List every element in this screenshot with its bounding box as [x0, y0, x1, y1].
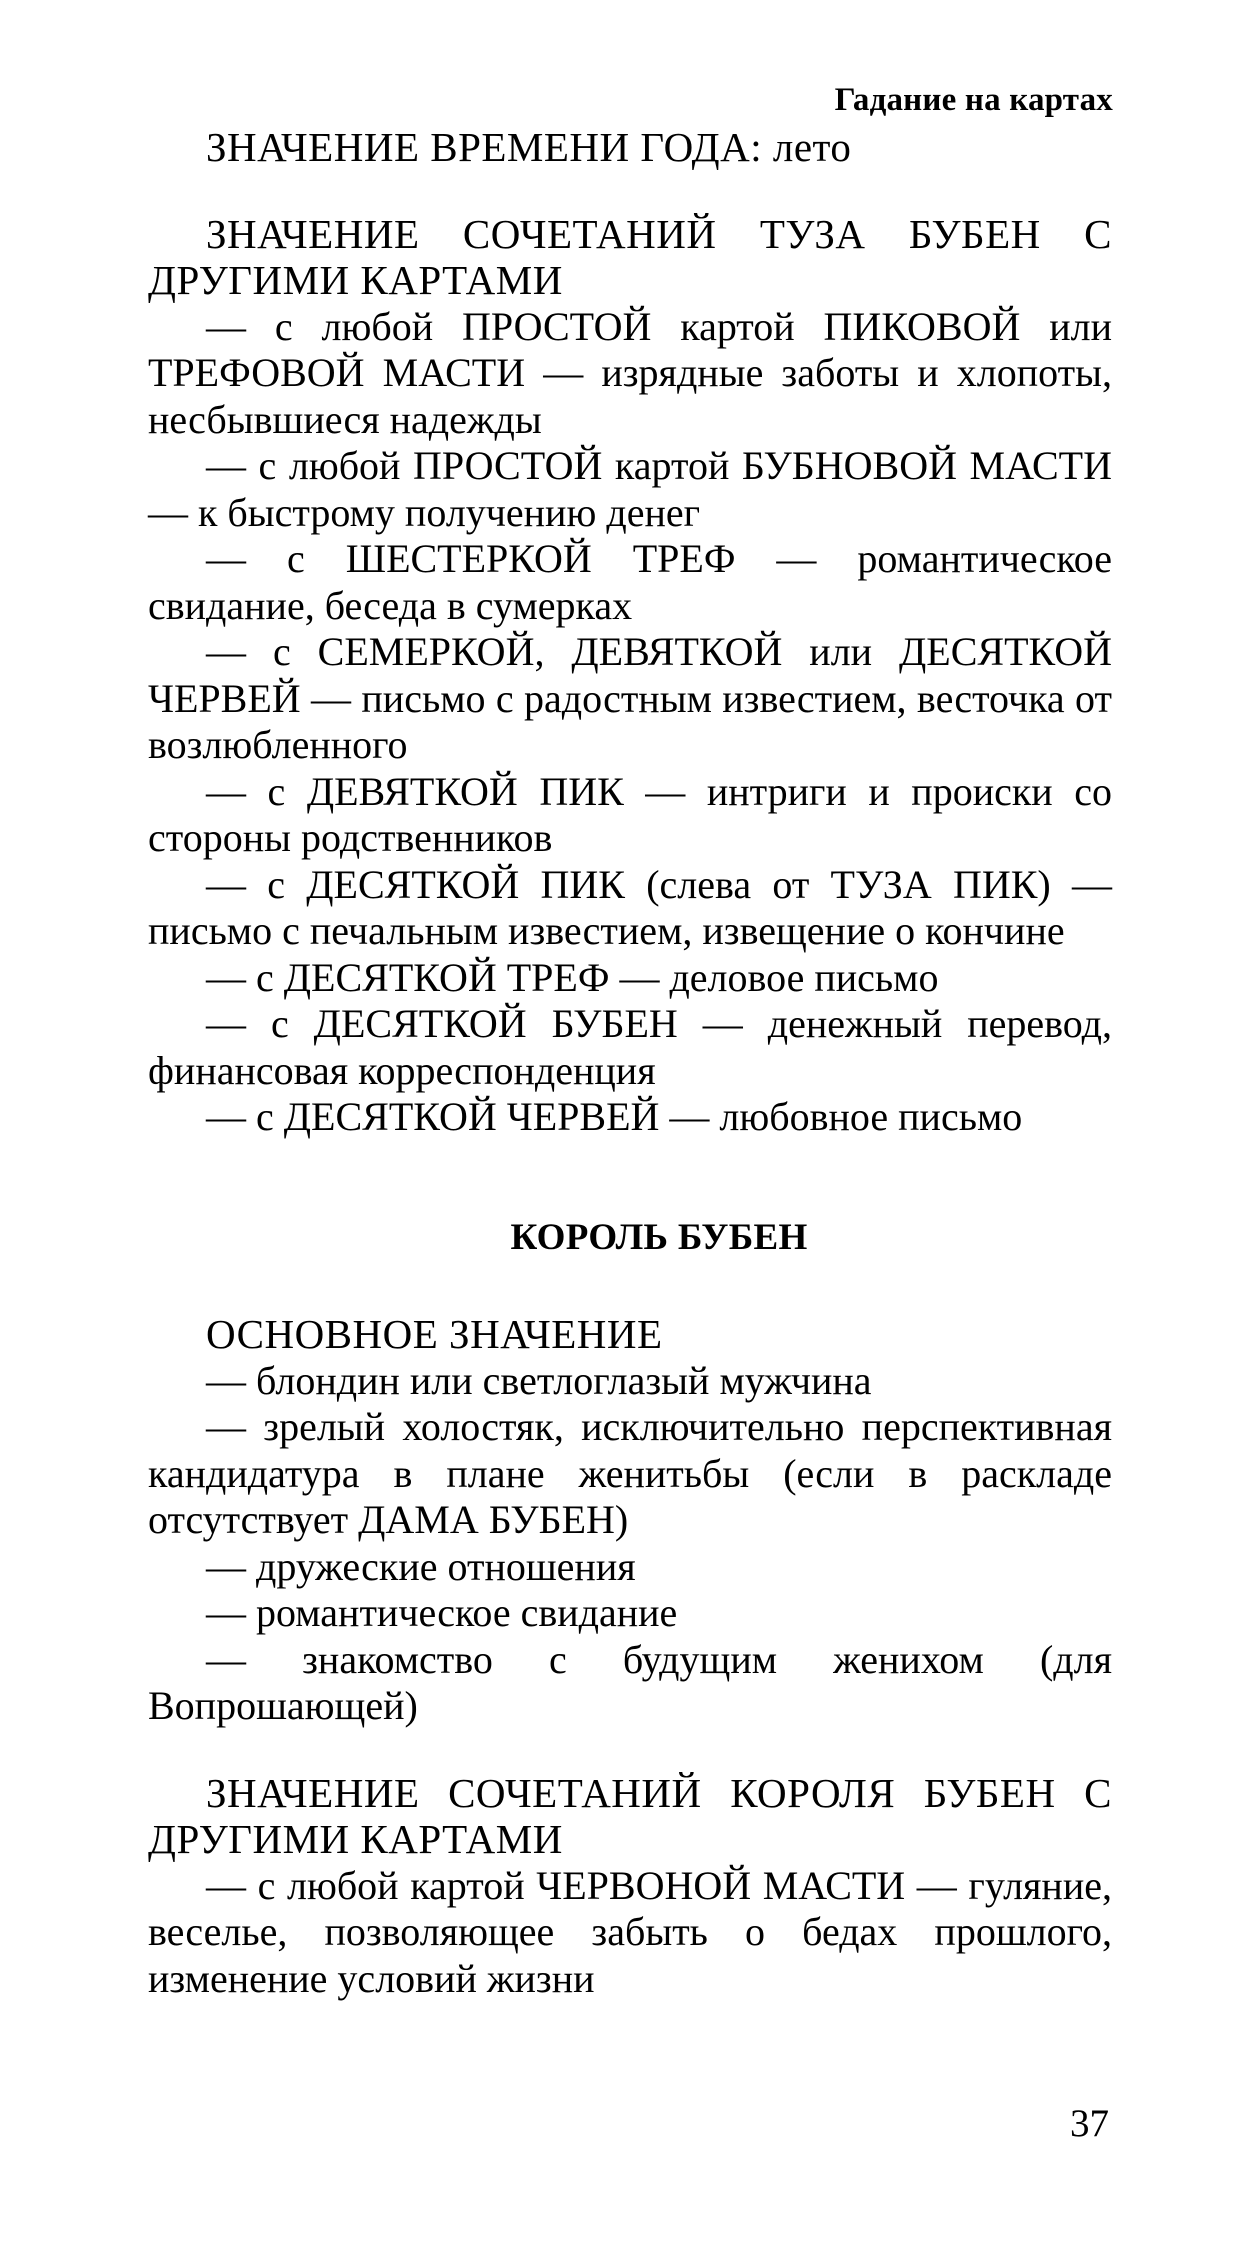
season-meaning: ЗНАЧЕНИЕ ВРЕМЕНИ ГОДА: лето: [206, 124, 852, 170]
main-meaning-item-1: — блондин или светлоглазый мужчина: [206, 1357, 872, 1403]
page-body: [148, 124, 1112, 2002]
main-meaning-item-4: — романтическое свидание: [206, 1590, 678, 1635]
main-meaning-item-3: — дружеские отношения: [206, 1543, 636, 1589]
ace-combination-item-1: — с любой ПРОСТОЙ картой ПИКОВОЙ или ТРЕФОВОЙ МАСТИ — изрядные заботы и хлопоты, несбывшиеся надежды: [148, 303, 1112, 442]
ace-combination-item-9: — с ДЕСЯТКОЙ ЧЕРВЕЙ — любовное письмо: [206, 1094, 1023, 1139]
main-meaning-item-2: — зрелый холостяк, исключительно перспективная кандидатура в плане женитьбы (если в раскладе отсутствует ДАМА БУБЕН): [148, 1404, 1112, 1542]
ace-combination-item-3: — с ШЕСТЕРКОЙ ТРЕФ — романтическое свидание, беседа в сумерках: [148, 536, 1112, 628]
page-number: 37: [1070, 2102, 1109, 2145]
ace-combinations-heading: ЗНАЧЕНИЕ СОЧЕТАНИЙ ТУЗА БУБЕН С ДРУГИМИ КАРТАМИ: [148, 210, 1112, 303]
ace-combination-item-8: — с ДЕСЯТКОЙ БУБЕН — денежный перевод, финансовая корреспонденция: [148, 1001, 1112, 1093]
section-title-king-of-diamonds: КОРОЛЬ БУБЕН: [510, 1216, 808, 1258]
king-combination-item-1: — с любой картой ЧЕРВОНОЙ МАСТИ — гуляние, веселье, позволяющее забыть о бедах прошлого, изменение условий жизни: [148, 1862, 1112, 2001]
main-meaning-item-5: — знакомство с будущим женихом (для Вопрошающей): [148, 1636, 1112, 1728]
ace-combination-item-5: — с ДЕВЯТКОЙ ПИК — интриги и происки со стороны родственников: [148, 768, 1112, 860]
running-head: Гадание на картах: [834, 82, 1113, 118]
ace-combination-item-4: — с СЕМЕРКОЙ, ДЕВЯТКОЙ или ДЕСЯТКОЙ ЧЕРВЕЙ — письмо с радостным известием, весточка от возлюбленного: [148, 629, 1112, 767]
main-meaning-heading: ОСНОВНОЕ ЗНАЧЕНИЕ: [206, 1311, 663, 1357]
king-combinations-heading: ЗНАЧЕНИЕ СОЧЕТАНИЙ КОРОЛЯ БУБЕН С ДРУГИМИ КАРТАМИ: [148, 1769, 1112, 1862]
ace-combination-item-2: — с любой ПРОСТОЙ картой БУБНОВОЙ МАСТИ — к быстрому получению денег: [148, 443, 1112, 535]
ace-combination-item-6: — с ДЕСЯТКОЙ ПИК (слева от ТУЗА ПИК) — письмо с печальным известием, извещение о кончине: [148, 861, 1112, 953]
ace-combination-item-7: — с ДЕСЯТКОЙ ТРЕФ — деловое письмо: [206, 954, 939, 1000]
